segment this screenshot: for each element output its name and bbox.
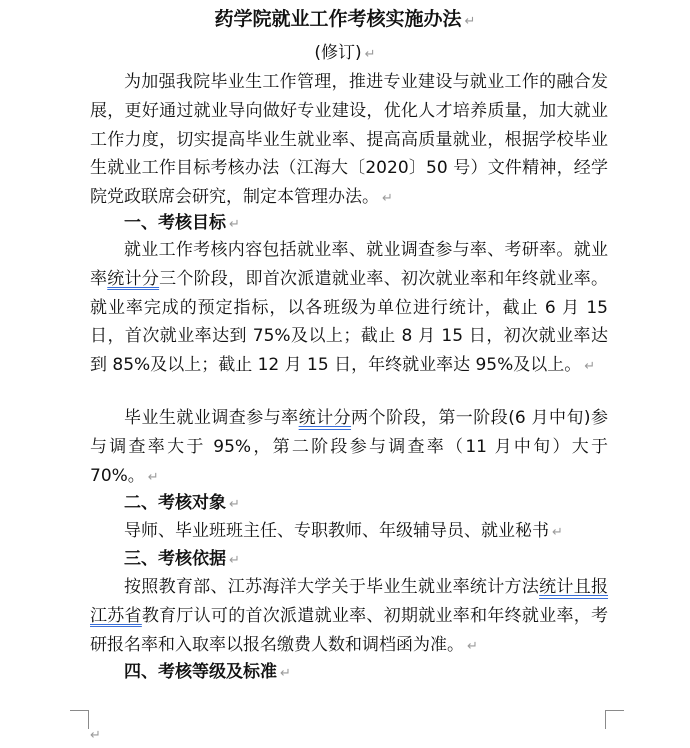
- paragraph-mark-icon: ↵: [229, 497, 240, 512]
- document-title: 药学院就业工作考核实施办法 ↵: [214, 8, 476, 30]
- paragraph-mark-icon: ↵: [147, 469, 159, 485]
- section-1-paragraph-1: 就业工作考核内容包括就业率、就业调查参与率、考研率。就业率统计分三个阶段，即首次派遣就业率、初次就业率和年终就业率。就业率完成的预定指标，以各班级为单位进行统计，截止 6 月 15 日，首次就业率达到 75%及以上；截止 8 月 15 日，初次就业率达到 85%及以上；截止 12 月 15 日，年终就业率达 95%及以上。 ↵: [90, 240, 609, 376]
- paragraph-mark-icon: ↵: [552, 525, 563, 540]
- paragraph-mark-icon: ↵: [467, 638, 478, 654]
- section-1-paragraph-2: 毕业生就业调查参与率统计分两个阶段，第一阶段(6 月中旬)参与调查率大于 95%，第二阶段参与调查率（11 月中旬）大于 70%。 ↵: [90, 408, 609, 486]
- paragraph-mark-icon: ↵: [229, 553, 240, 568]
- paragraph-mark-icon: ↵: [364, 47, 376, 62]
- document-subtitle: (修订) ↵: [314, 43, 376, 63]
- paragraph-mark-icon: ↵: [584, 359, 596, 375]
- paragraph-mark-icon: ↵: [280, 666, 291, 681]
- underlined-text: 统计且报江苏省: [90, 577, 609, 626]
- underlined-text: 统计分: [107, 268, 160, 289]
- margin-corner-right: [605, 710, 624, 729]
- section-3-paragraph: 按照教育部、江苏海洋大学关于毕业生就业率统计方法统计且报江苏省教育厅认可的首次派遣就业率、初期就业率和年终就业率，考研报名率和入取率以报名缴费人数和调档函为准。 ↵: [90, 577, 609, 655]
- paragraph-mark-icon: ↵: [90, 728, 101, 743]
- section-2-text: 导师、毕业班班主任、专职教师、年级辅导员、就业秘书 ↵: [124, 521, 563, 541]
- section-heading-3: 三、考核依据 ↵: [124, 549, 240, 569]
- section-heading-2: 二、考核对象 ↵: [124, 493, 240, 513]
- section-heading-1: 一、考核目标 ↵: [124, 213, 240, 233]
- paragraph-mark-icon: ↵: [229, 217, 240, 232]
- section-heading-4: 四、考核等级及标准 ↵: [124, 662, 291, 682]
- paragraph-mark-icon: ↵: [464, 14, 476, 29]
- margin-corner-left: [70, 710, 89, 729]
- underlined-text: 统计分: [298, 408, 352, 428]
- paragraph-mark-icon: ↵: [382, 191, 393, 207]
- intro-paragraph: 为加强我院毕业生工作管理，推进专业建设与就业工作的融合发展，更好通过就业导向做好专业建设，优化人才培养质量，加大就业工作力度，切实提高毕业生就业率、提高高质量就业，根据学校毕业生就业工作目标考核办法（江海大〔2020〕50 号）文件精神，经学院党政联席会研究，制定本管理办法。 ↵: [90, 72, 608, 208]
